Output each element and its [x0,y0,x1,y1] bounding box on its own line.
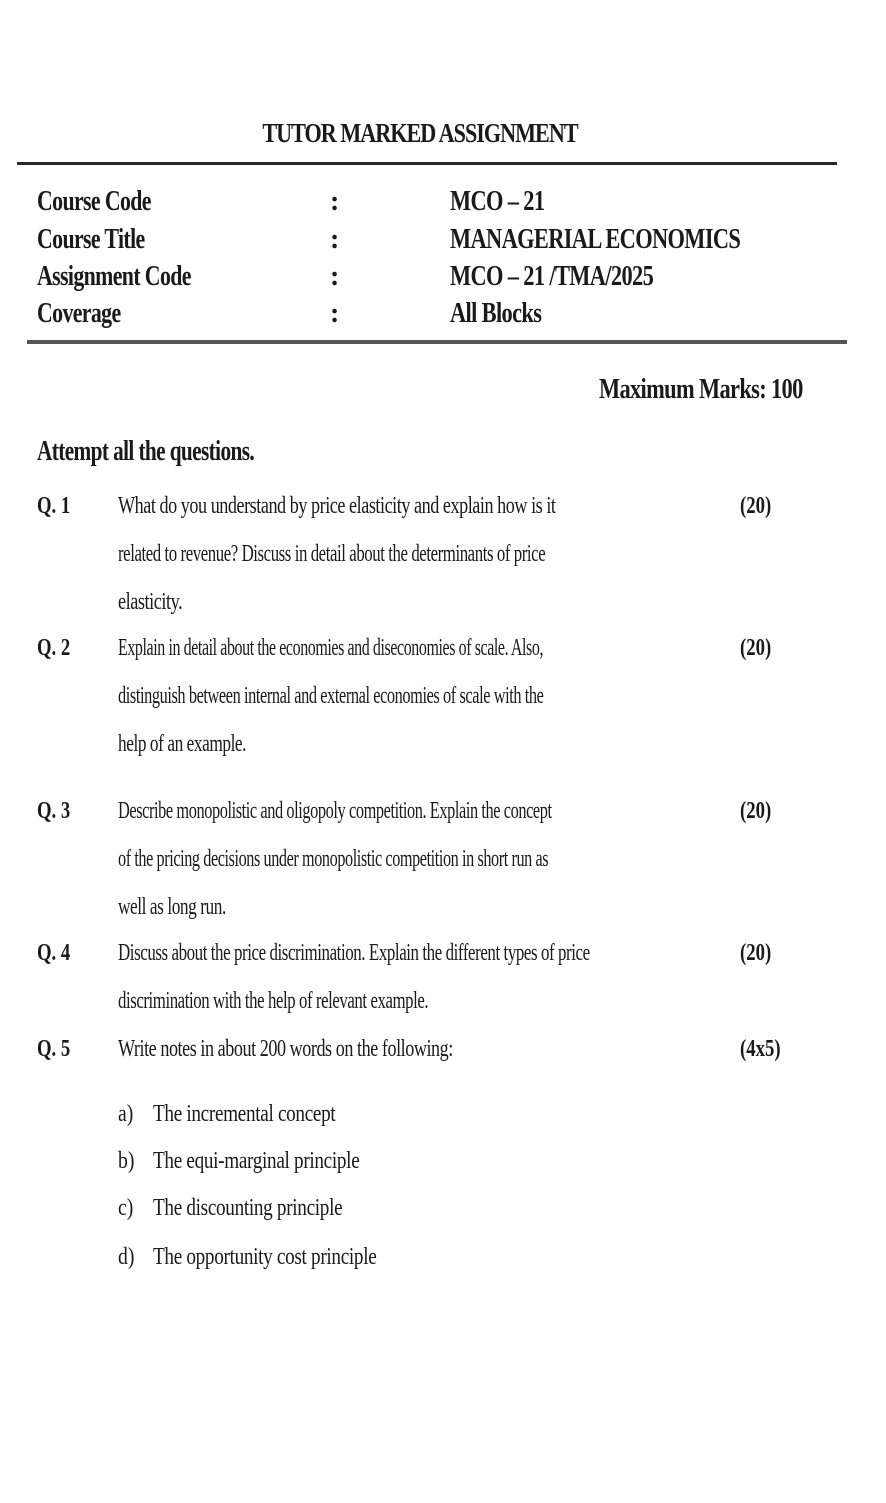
info-row-assignment-code [0,261,886,299]
info-row-course-code [0,186,886,224]
question-text-line: related to revenue? Discuss in detail about the determinants of price [118,541,546,567]
question-text-line: Discuss about the price discrimination. Explain the different types of price [118,940,590,966]
question-number: Q. 3 [37,798,71,824]
question-text-line: elasticity. [118,589,183,615]
info-row-coverage [0,298,886,336]
question-marks: (20) [740,493,772,519]
info-row-course-title [0,224,886,262]
sub-item-text: The opportunity cost principle [153,1244,377,1270]
info-value: MCO – 21 /TMA/2025 [450,261,654,292]
info-label: Assignment Code [37,261,191,292]
info-value: MANAGERIAL ECONOMICS [450,224,741,255]
info-separator: : [330,186,340,217]
top-divider [17,162,837,165]
question-number: Q. 4 [37,940,71,966]
sub-item-text: The equi-marginal principle [153,1148,360,1174]
info-separator: : [330,224,340,255]
instructions-heading: Attempt all the questions. [37,436,255,467]
question-text-line: of the pricing decisions under monopolistic competition in short run as [118,846,549,872]
info-label: Course Code [37,186,151,217]
bottom-divider [27,340,847,344]
question-number: Q. 5 [37,1036,71,1062]
sub-item-text: The discounting principle [153,1195,343,1221]
question-text-line: help of an example. [118,731,247,757]
question-marks: (4x5) [740,1036,781,1062]
question-text-line: Write notes in about 200 words on the following: [118,1036,453,1062]
question-text-line: What do you understand by price elasticity and explain how is it [118,493,556,519]
sub-item-letter: d) [118,1244,135,1270]
question-marks: (20) [740,798,772,824]
question-text-line: distinguish between internal and external economies of scale with the [118,683,544,709]
maximum-marks: Maximum Marks: 100 [599,374,803,405]
sub-item-letter: b) [118,1148,135,1174]
question-number: Q. 1 [37,493,71,519]
question-text-line: well as long run. [118,894,226,920]
question-text-line: Describe monopolistic and oligopoly competition. Explain the concept [118,798,552,824]
question-text-line: discrimination with the help of relevant example. [118,988,429,1014]
info-label: Coverage [37,298,121,329]
info-separator: : [330,298,340,329]
document-title: TUTOR MARKED ASSIGNMENT [262,118,578,148]
info-label: Course Title [37,224,145,255]
question-marks: (20) [740,635,772,661]
question-marks: (20) [740,940,772,966]
info-value: MCO – 21 [450,186,545,217]
info-separator: : [330,261,340,292]
question-number: Q. 2 [37,635,71,661]
question-text-line: Explain in detail about the economies and diseconomies of scale. Also, [118,635,544,661]
sub-item-letter: c) [118,1195,134,1221]
sub-item-text: The incremental concept [153,1101,336,1127]
info-value: All Blocks [450,298,542,329]
sub-item-letter: a) [118,1101,134,1127]
